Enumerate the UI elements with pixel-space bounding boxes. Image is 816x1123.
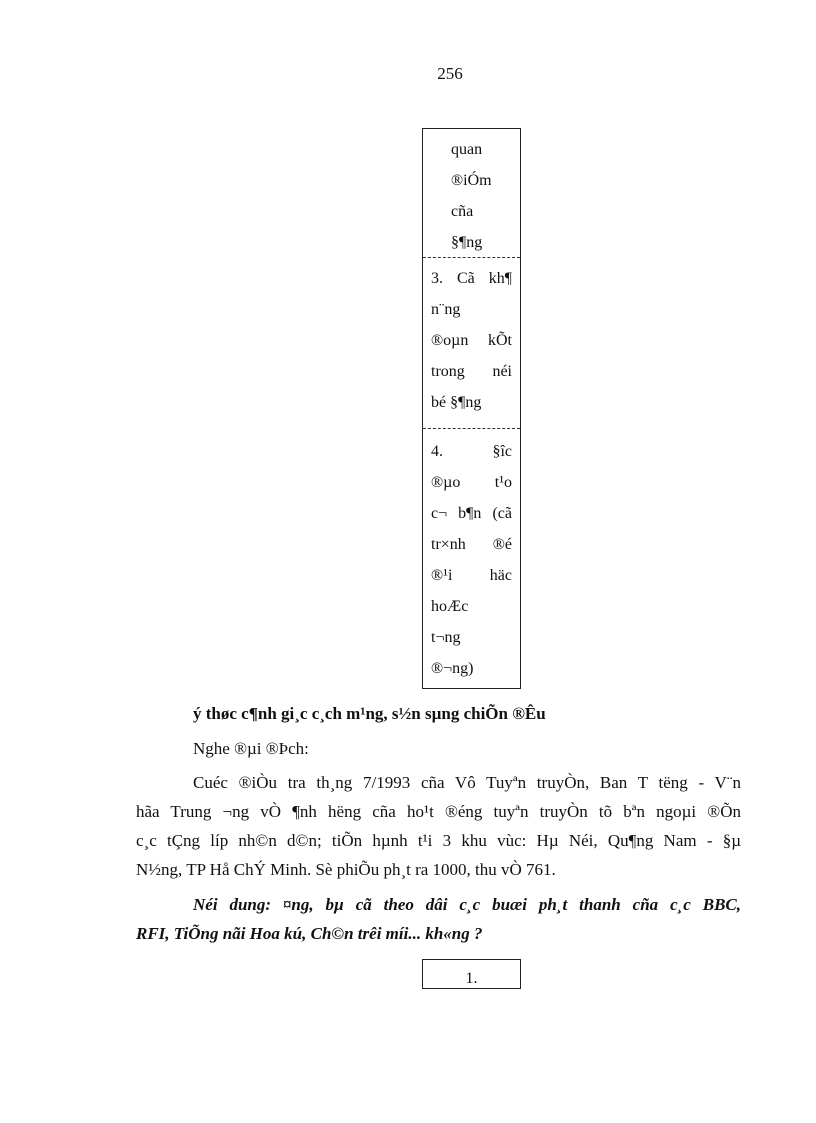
cell-line: cña	[451, 203, 474, 220]
cell-line: hoÆc	[431, 598, 469, 615]
cell-line: ®oµn kÕt	[431, 332, 512, 349]
table-cell-3	[423, 429, 520, 684]
survey-paragraph-line-4	[136, 854, 556, 885]
cell-line: ®¬ng)	[431, 660, 474, 677]
cell-line: bé §¶ng	[431, 394, 482, 411]
survey-paragraph-line-3	[136, 825, 741, 856]
cell-line: trong néi	[431, 363, 512, 380]
cell-line: 4. §îc	[431, 443, 512, 460]
cell-line: ®¹i häc	[431, 567, 512, 584]
text-line: Néi dung: ¤ng, bµ cã theo dâi c¸c buæi ph¸t thanh cña c¸c BBC,	[193, 895, 741, 914]
cell-line: tr×nh ®é	[431, 536, 512, 553]
text-line: N½ng, TP Hå ChÝ Minh. Sè phiÕu ph¸t ra 1000, thu vÒ 761.	[136, 860, 556, 879]
survey-paragraph-line-1	[193, 767, 741, 798]
bold-heading-line: ý thøc c¶nh gi¸c c¸ch m¹ng, s½n sµng chiÕn ®Êu	[193, 704, 546, 723]
question-line-2	[136, 918, 483, 949]
nghe-dai-dich-line: Nghe ®µi ®Þch:	[193, 739, 309, 758]
cell-line: 3. Cã kh¶	[431, 270, 512, 287]
text-line: c¸c tÇng líp nh©n d©n; tiÕn hµnh t¹i 3 khu vùc: Hµ Néi, Qu¶ng Nam - §µ	[136, 831, 741, 850]
cell-line: n¨ng	[431, 301, 461, 318]
answer-box: 1.	[422, 959, 521, 989]
text-line: RFI, TiÕng nãi Hoa kú, Ch©n trêi míi... kh«ng ?	[136, 924, 483, 943]
cell-line: §¶ng	[451, 234, 483, 251]
cell-line: c¬ b¶n (cã	[431, 505, 512, 522]
cell-line: ®µo t¹o	[431, 474, 512, 491]
page-number: 256	[437, 64, 463, 83]
table-column	[422, 128, 521, 689]
cell-line: ®iÓm	[451, 172, 492, 189]
cell-line: t¬ng	[431, 629, 461, 646]
table-cell-2	[423, 258, 520, 428]
text-line: Cuéc ®iÒu tra th¸ng 7/1993 cña Vô Tuyªn truyÒn, Ban T tëng - V¨n	[193, 773, 741, 792]
table-cell-1	[423, 129, 520, 257]
cell-line: quan	[451, 141, 483, 158]
text-line: hãa Trung ¬ng vÒ ¶nh hëng cña ho¹t ®éng tuyªn truyÒn tõ bªn ngoµi ®Õn	[136, 802, 741, 821]
survey-paragraph-line-2	[136, 796, 741, 827]
question-line-1	[193, 889, 741, 920]
